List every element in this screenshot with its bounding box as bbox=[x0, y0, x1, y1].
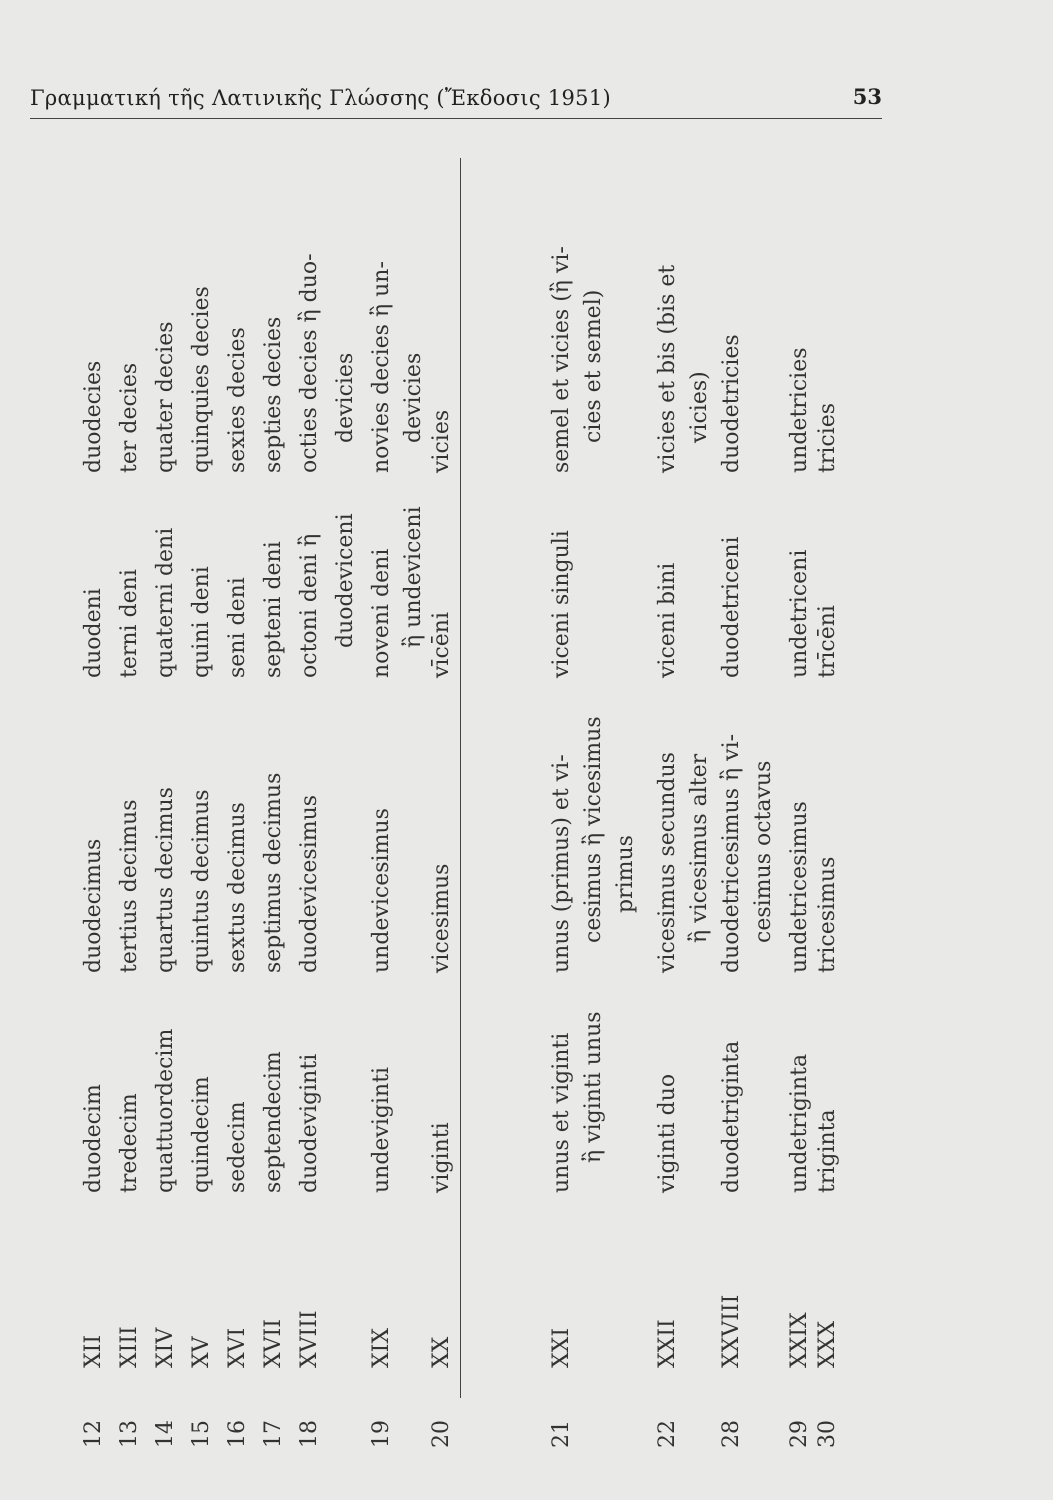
distributive: vīcēni bbox=[429, 611, 454, 678]
cardinal: duodecim bbox=[81, 1084, 106, 1193]
table-row bbox=[714, 158, 750, 1448]
arabic-numeral: 16 bbox=[225, 1420, 250, 1448]
cardinal: undeviginti bbox=[369, 1066, 394, 1193]
distributive: seni deni bbox=[225, 577, 250, 678]
roman-numeral: XII bbox=[81, 1334, 106, 1368]
roman-numeral: XXX bbox=[815, 1321, 840, 1368]
ordinal: undetricesimus bbox=[787, 801, 812, 973]
cardinal: unus et viginti bbox=[549, 1032, 574, 1193]
numeral-adverb: novies decies ἢ un- bbox=[369, 261, 394, 473]
table-row bbox=[112, 158, 148, 1448]
table-row-continuation bbox=[682, 158, 718, 1448]
ordinal-continued: ἢ vicesimus alter bbox=[687, 753, 712, 943]
numeral-adverb: quater decies bbox=[153, 321, 178, 473]
distributive: quini deni bbox=[189, 566, 214, 678]
numeral-adverb: ter decies bbox=[117, 362, 142, 473]
table-row bbox=[76, 158, 112, 1448]
cardinal: duodeviginti bbox=[297, 1053, 322, 1193]
numeral-adverb-continued: cies et semel) bbox=[581, 289, 606, 443]
table-row bbox=[220, 158, 256, 1448]
cardinal: duodetriginta bbox=[719, 1040, 744, 1193]
table-row bbox=[650, 158, 686, 1448]
roman-numeral: XX bbox=[429, 1336, 454, 1368]
numerals-table bbox=[46, 158, 866, 1448]
arabic-numeral: 18 bbox=[297, 1420, 322, 1448]
table-row bbox=[256, 158, 292, 1448]
distributive: octoni deni ἢ bbox=[297, 533, 322, 678]
roman-numeral: XXIX bbox=[787, 1312, 812, 1368]
arabic-numeral: 21 bbox=[549, 1420, 574, 1448]
distributive-continued: duodeviceni bbox=[333, 513, 358, 648]
ordinal: duodetricesimus ἢ vi- bbox=[719, 733, 744, 973]
cardinal: viginti bbox=[429, 1122, 454, 1193]
table-row-continuation bbox=[746, 158, 782, 1448]
ordinal: quartus decimus bbox=[153, 787, 178, 973]
cardinal: septendecim bbox=[261, 1051, 286, 1193]
table-row-continuation bbox=[328, 158, 364, 1448]
numeral-adverb: septies decies bbox=[261, 316, 286, 473]
page-number: 53 bbox=[852, 84, 882, 109]
ordinal: tricesimus bbox=[815, 856, 840, 973]
roman-numeral: XXII bbox=[655, 1319, 680, 1368]
distributive: septeni deni bbox=[261, 541, 286, 678]
arabic-numeral: 15 bbox=[189, 1420, 214, 1448]
section-divider bbox=[460, 158, 461, 1398]
numeral-adverb: sexies decies bbox=[225, 327, 250, 473]
distributive: viceni bini bbox=[655, 562, 680, 678]
roman-numeral: XVI bbox=[225, 1327, 250, 1368]
cardinal: quindecim bbox=[189, 1076, 214, 1193]
ordinal: vicesimus secundus bbox=[655, 752, 680, 973]
roman-numeral: XVIII bbox=[297, 1310, 322, 1368]
table-row bbox=[184, 158, 220, 1448]
ordinal-continued: cesimus octavus bbox=[751, 760, 776, 943]
table-row bbox=[544, 158, 580, 1448]
distributive: terni deni bbox=[117, 569, 142, 678]
arabic-numeral: 29 bbox=[787, 1420, 812, 1448]
table-row bbox=[424, 158, 460, 1448]
ordinal: duodevicesimus bbox=[297, 794, 322, 973]
roman-numeral: XVII bbox=[261, 1319, 286, 1368]
numeral-adverb: octies decies ἢ duo- bbox=[297, 253, 322, 473]
cardinal: undetriginta bbox=[787, 1053, 812, 1193]
numeral-adverb-continued: devicies bbox=[333, 352, 358, 443]
distributive: duodeni bbox=[81, 588, 106, 678]
ordinal: duodecimus bbox=[81, 838, 106, 973]
distributive: noveni deni bbox=[369, 548, 394, 678]
ordinal-continued: primus bbox=[613, 835, 638, 913]
distributive-continued: ἢ undeviceni bbox=[401, 506, 426, 648]
numeral-adverb: duodetricies bbox=[719, 334, 744, 473]
numeral-adverb: semel et vicies (ἢ vi- bbox=[549, 246, 574, 473]
table-row bbox=[148, 158, 184, 1448]
distributive: quaterni deni bbox=[153, 527, 178, 678]
cardinal: viginti duo bbox=[655, 1073, 680, 1193]
numeral-adverb-continued: vicies) bbox=[687, 371, 712, 443]
table-row-continuation bbox=[576, 158, 612, 1448]
numeral-adverb: quinquies decies bbox=[189, 286, 214, 473]
table-row bbox=[364, 158, 400, 1448]
ordinal: unus (primus) et vi- bbox=[549, 754, 574, 973]
numeral-adverb-continued: devicies bbox=[401, 352, 426, 443]
cardinal: quattuordecim bbox=[153, 1028, 178, 1193]
cardinal: tredecim bbox=[117, 1093, 142, 1193]
ordinal: quintus decimus bbox=[189, 789, 214, 973]
roman-numeral: XXI bbox=[549, 1327, 574, 1368]
ordinal: sextus decimus bbox=[225, 802, 250, 973]
distributive: undetriceni bbox=[787, 549, 812, 678]
cardinal: triginta bbox=[815, 1109, 840, 1193]
arabic-numeral: 12 bbox=[81, 1420, 106, 1448]
ordinal: vicesimus bbox=[429, 863, 454, 973]
table-row bbox=[810, 158, 846, 1448]
arabic-numeral: 28 bbox=[719, 1420, 744, 1448]
numeral-adverb: vicies bbox=[429, 409, 454, 473]
ordinal: tertius decimus bbox=[117, 799, 142, 973]
table-row bbox=[292, 158, 328, 1448]
arabic-numeral: 13 bbox=[117, 1420, 142, 1448]
roman-numeral: XIX bbox=[369, 1327, 394, 1368]
roman-numeral: XIII bbox=[117, 1326, 142, 1368]
ordinal: septimus decimus bbox=[261, 772, 286, 973]
distributive: duodetriceni bbox=[719, 536, 744, 678]
numeral-adverb: undetricies bbox=[787, 347, 812, 473]
arabic-numeral: 14 bbox=[153, 1420, 178, 1448]
numeral-adverb: tricies bbox=[815, 402, 840, 473]
cardinal-continued: ἢ viginti unus bbox=[581, 1011, 606, 1163]
numeral-adverb: duodecies bbox=[81, 360, 106, 473]
cardinal: sedecim bbox=[225, 1101, 250, 1193]
roman-numeral: XXVIII bbox=[719, 1294, 744, 1368]
arabic-numeral: 22 bbox=[655, 1420, 680, 1448]
ordinal-continued: cesimus ἢ vicesimus bbox=[581, 716, 606, 943]
arabic-numeral: 19 bbox=[369, 1420, 394, 1448]
distributive: trīcēni bbox=[815, 605, 840, 678]
arabic-numeral: 20 bbox=[429, 1420, 454, 1448]
roman-numeral: XV bbox=[189, 1336, 214, 1368]
arabic-numeral: 30 bbox=[815, 1420, 840, 1448]
numeral-adverb: vicies et bis (bis et bbox=[655, 264, 680, 473]
ordinal: undevicesimus bbox=[369, 808, 394, 973]
running-header bbox=[30, 84, 882, 119]
distributive: viceni singuli bbox=[549, 530, 574, 678]
table-row-continuation bbox=[608, 158, 644, 1448]
running-head-title: Γραμματική τῆς Λατινικῆς Γλώσσης (Ἔκδοσις 1951) bbox=[30, 86, 611, 110]
roman-numeral: XIV bbox=[153, 1327, 178, 1368]
arabic-numeral: 17 bbox=[261, 1420, 286, 1448]
